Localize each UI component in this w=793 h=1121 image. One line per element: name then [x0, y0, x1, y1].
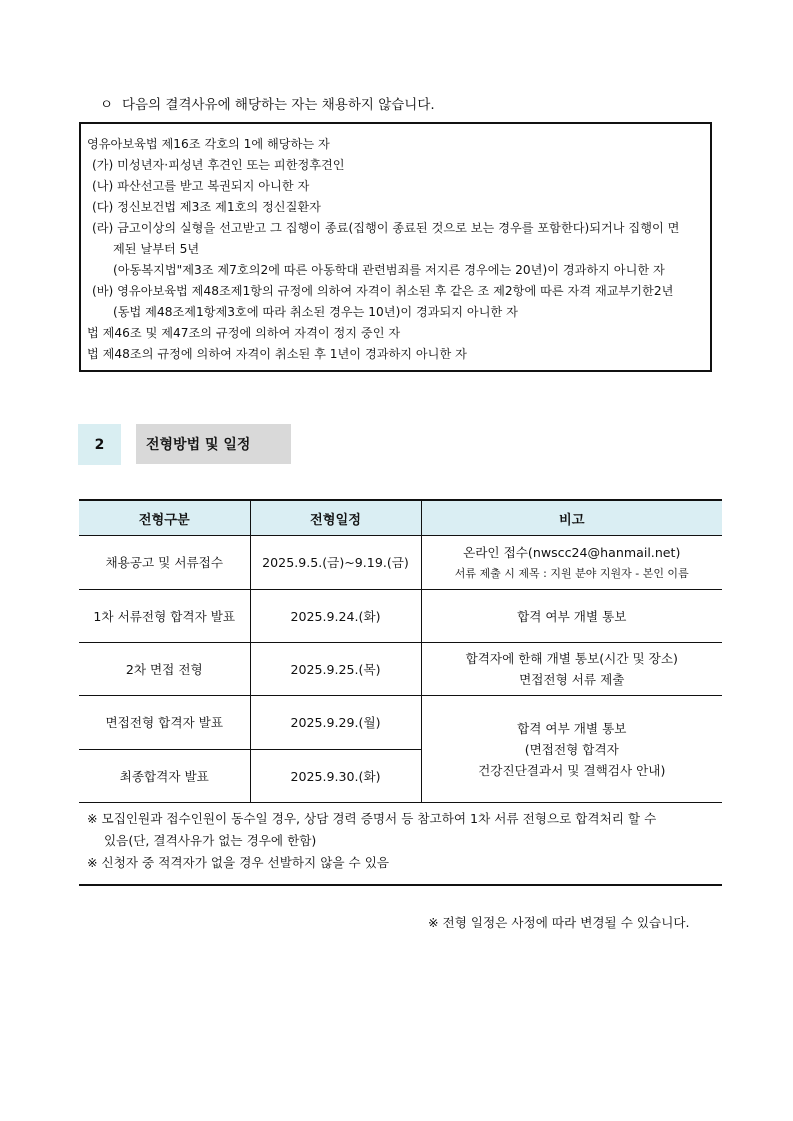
note-line: 건강진단결과서 및 결핵검사 안내)	[478, 762, 666, 778]
header-note: 비고	[421, 500, 722, 536]
note-line: 합격자에 한해 개별 통보(시간 및 장소)	[465, 651, 678, 666]
stage-cell: 채용공고 및 서류접수	[79, 536, 250, 590]
disq-line: (나) 파산선고를 받고 복권되지 아니한 자	[92, 179, 310, 193]
stage-cell: 최종합격자 발표	[79, 750, 250, 803]
note-line: 서류 제출 시 제목 : 지원 분야 지원자 - 본인 이름	[454, 566, 689, 580]
date-cell: 2025.9.30.(화)	[250, 750, 421, 803]
note-line: 면접전형 서류 제출	[519, 672, 625, 687]
table-row	[79, 643, 722, 696]
header-date: 전형일정	[250, 500, 421, 536]
disq-line: 제된 날부터 5년	[113, 242, 200, 256]
note-line: 온라인 접수(nwscc24@hanmail.net)	[463, 544, 681, 560]
note-item: ※ 신청자 중 적격자가 없을 경우 선발하지 않을 수 있음	[87, 855, 390, 870]
intro-bullet: ㅇ	[100, 97, 114, 113]
date-cell: 2025.9.29.(월)	[250, 696, 421, 750]
note-cell	[421, 643, 722, 696]
intro-text: 다음의 결격사유에 해당하는 자는 채용하지 않습니다.	[122, 97, 435, 113]
table-row	[79, 696, 722, 750]
table-header-row	[79, 500, 722, 536]
table-row	[79, 536, 722, 590]
disq-line: (바) 영유아보육법 제48조제1항의 규정에 의하여 자격이 취소된 후 같은 조 제2항에 따른 자격 재교부기한2년	[92, 284, 674, 298]
date-cell: 2025.9.24.(화)	[250, 590, 421, 643]
merged-note-cell	[421, 696, 722, 803]
note-cell: 합격 여부 개별 통보	[421, 590, 722, 643]
date-cell: 2025.9.25.(목)	[250, 643, 421, 696]
section-title: 전형방법 및 일정	[136, 424, 291, 464]
header-stage: 전형구분	[79, 500, 250, 536]
stage-cell: 1차 서류전형 합격자 발표	[79, 590, 250, 643]
disq-line: (가) 미성년자·피성년 후견인 또는 피한정후견인	[92, 158, 345, 172]
disq-line: (다) 정신보건법 제3조 제1호의 정신질환자	[92, 200, 321, 214]
note-line: (면접전형 합격자	[524, 741, 619, 757]
disq-line: (라) 금고이상의 실형을 선고받고 그 집행이 종료(집행이 종료된 것으로 보는 경우를 포함한다)되거나 집행이 면	[92, 221, 680, 235]
notes-block	[79, 800, 722, 886]
disq-line: 법 제48조의 규정에 의하여 자격이 취소된 후 1년이 경과하지 아니한 자	[87, 347, 467, 361]
intro-line	[100, 93, 435, 113]
disq-line: (동법 제48조제1항제3호에 따라 취소된 경우는 10년)이 경과되지 아니한 자	[113, 305, 518, 319]
note-cell	[421, 536, 722, 590]
note-item: 있음(단, 결격사유가 없는 경우에 한함)	[104, 833, 317, 848]
note-line: 합격 여부 개별 통보	[517, 720, 627, 736]
stage-cell: 2차 면접 전형	[79, 643, 250, 696]
disq-line: 영유아보육법 제16조 각호의 1에 해당하는 자	[87, 137, 330, 151]
disq-line: 법 제46조 및 제47조의 규정에 의하여 자격이 정지 중인 자	[87, 326, 401, 340]
schedule-table	[79, 499, 722, 803]
disqualification-box	[79, 122, 712, 372]
table-row	[79, 590, 722, 643]
disq-line: (아동복지법"제3조 제7호의2에 따른 아동학대 관련범죄를 저지른 경우에는 20년)이 경과하지 아니한 자	[113, 263, 665, 277]
section-number: 2	[78, 424, 121, 465]
note-item: ※ 모집인원과 접수인원이 동수일 경우, 상담 경력 증명서 등 참고하여 1차 서류 전형으로 합격처리 할 수	[87, 811, 657, 826]
stage-cell: 면접전형 합격자 발표	[79, 696, 250, 750]
footer-note: ※ 전형 일정은 사정에 따라 변경될 수 있습니다.	[428, 915, 690, 930]
date-cell: 2025.9.5.(금)~9.19.(금)	[250, 536, 421, 590]
